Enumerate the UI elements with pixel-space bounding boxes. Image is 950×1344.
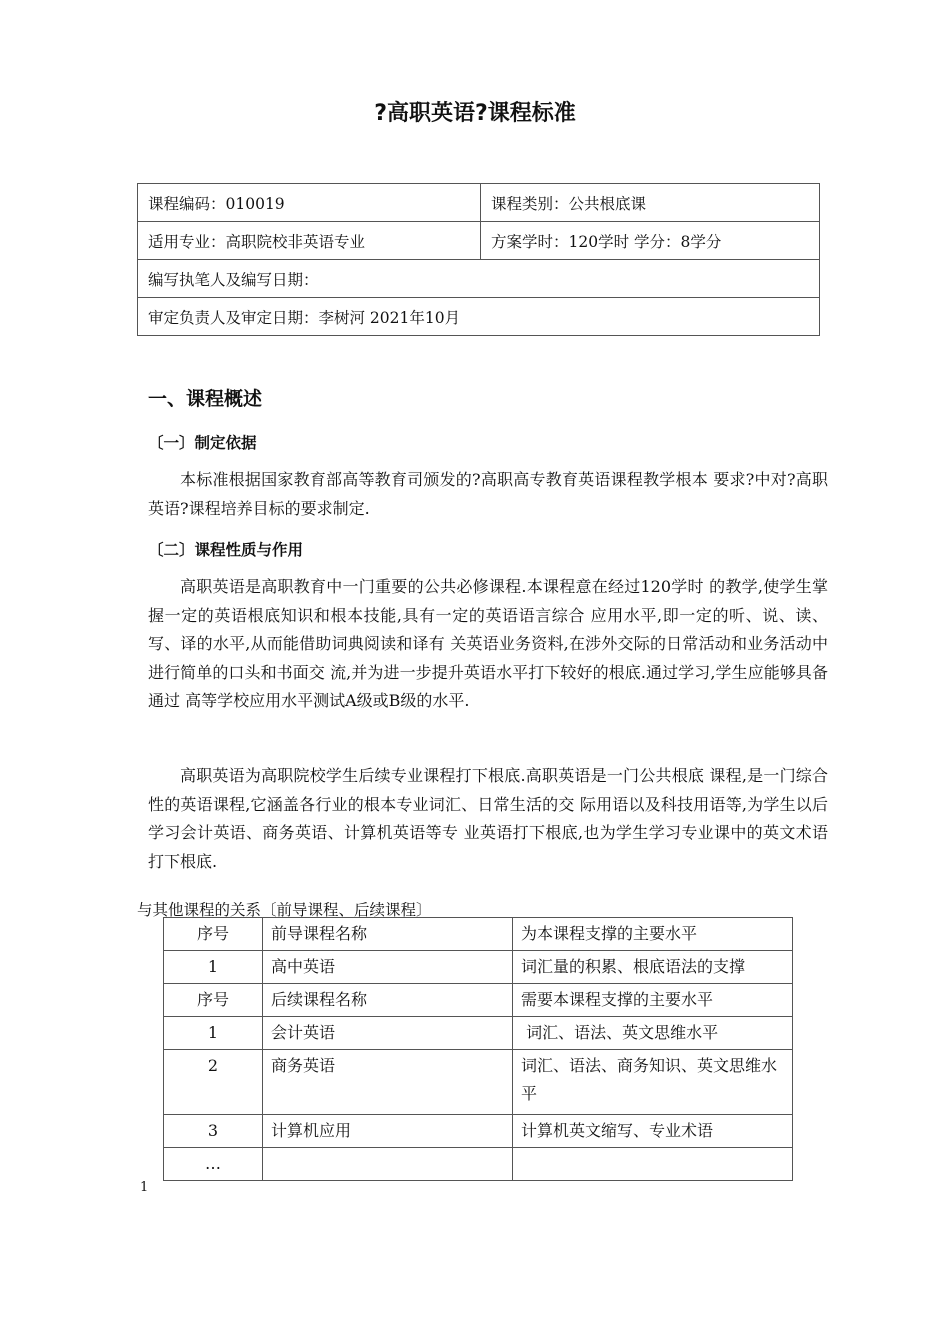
cell-no: … [164,1148,263,1181]
paragraph-basis: 本标准根据国家教育部高等教育司颁发的?高职高专教育英语课程教学根本 要求?中对?高职英语?课程培养目标的要求制定. [148,470,828,518]
course-code-cell: 课程编码：010019 [138,184,481,222]
cell-name: 后续课程名称 [263,984,513,1017]
cell-no: 3 [164,1115,263,1148]
table-row [164,1050,793,1115]
hours-credits-cell: 方案学时：120学时 学分：8学分 [481,222,820,260]
cell-name: 会计英语 [263,1017,513,1050]
cell-level: 词汇、语法、商务知识、英文思维水平 [513,1050,793,1115]
cell-name [263,1148,513,1181]
paragraph-nature-2: 高职英语为高职院校学生后续专业课程打下根底.高职英语是一门公共根底 课程,是一门综合性的英语课程,它涵盖各行业的根本专业词汇、日常生活的交 际用语以及科技用语等,为学生以后学习会计英语、商务英语、计算机英语等专 业英语打下根底,也为学生学习专业课中的英文术语打下根底. [148,766,828,871]
subsection-heading-basis: 〔一〕制定依据 [148,434,257,452]
cell-name: 商务英语 [263,1050,513,1115]
table-row [164,1148,793,1181]
cell-level [513,1148,793,1181]
cell-no: 序号 [164,984,263,1017]
table-row [164,951,793,984]
cell-level: 词汇量的积累、根底语法的支撑 [513,951,793,984]
relations-table [163,917,793,1181]
subsection-heading-nature: 〔二〕课程性质与作用 [148,541,304,559]
table-row [164,1115,793,1148]
cell-no: 序号 [164,918,263,951]
author-cell: 编写执笔人及编写日期： [138,260,820,298]
major-cell: 适用专业：高职院校非英语专业 [138,222,481,260]
course-type-cell: 课程类别：公共根底课 [481,184,820,222]
cell-no: 1 [164,951,263,984]
paragraph-nature-1: 高职英语是高职教育中一门重要的公共必修课程.本课程意在经过120学时 的教学,使学生掌握一定的英语根底知识和根本技能,具有一定的英语语言综合 应用水平,即一定的听、说、读、写、译的水平,从而能借助词典阅读和译有 关英语业务资料,在涉外交际的日常活动和业务活动中进行简单的口头和书面交 流,并为进一步提升英语水平打下较好的根底.通过学习,学生应能够具备通过 高等学校应用水平测试A级或B级的水平. [148,577,828,710]
cell-no: 1 [164,1017,263,1050]
course-info-table [137,183,820,336]
cell-level: 计算机英文缩写、专业术语 [513,1115,793,1148]
page-number: 1 [140,1180,149,1195]
cell-name: 前导课程名称 [263,918,513,951]
document-title: ?高职英语?课程标准 [374,101,576,126]
relations-label: 与其他课程的关系〔前导课程、后续课程〕 [137,901,432,919]
cell-level: 为本课程支撑的主要水平 [513,918,793,951]
cell-name: 计算机应用 [263,1115,513,1148]
cell-level: 词汇、语法、英文思维水平 [513,1017,793,1050]
cell-no: 2 [164,1050,263,1115]
reviewer-cell: 审定负责人及审定日期：李树河 2021年10月 [138,298,820,336]
table-row [164,918,793,951]
cell-name: 高中英语 [263,951,513,984]
table-row [164,1017,793,1050]
table-row [164,984,793,1017]
cell-level: 需要本课程支撑的主要水平 [513,984,793,1017]
section-heading-overview: 一、课程概述 [148,388,263,410]
